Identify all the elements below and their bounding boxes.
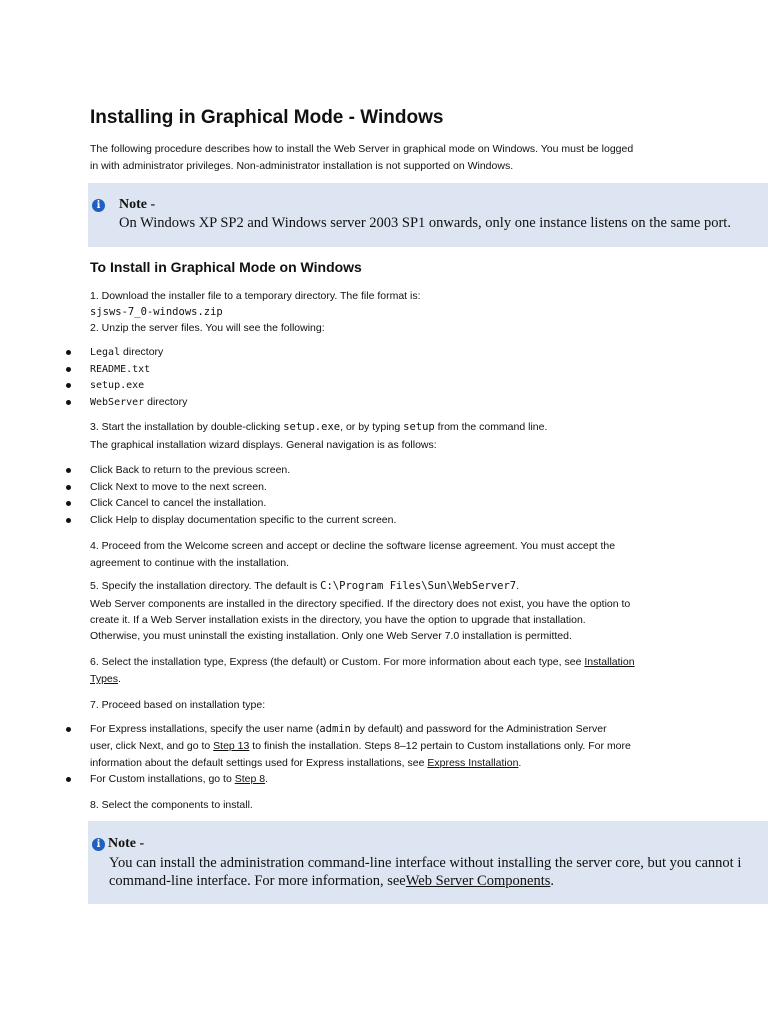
step-5-prefix: 5. Specify the installation directory. The default is: [90, 580, 321, 592]
note-box: [88, 821, 768, 904]
note-text: You can install the administration command-line interface without installing the server core, but you cannot i: [109, 855, 742, 871]
note-line-2-prefix: command-line interface. For more information, see: [109, 873, 406, 889]
navigation-list: [0, 462, 396, 528]
bullet-icon: [66, 777, 71, 782]
express-line-2-prefix: user, click Next, and go to: [90, 740, 214, 752]
custom-prefix: For Custom installations, go to: [90, 773, 235, 785]
intro-line-1: The following procedure describes how to install the Web Server in graphical mode on Windows. You must be logged: [90, 143, 634, 155]
file-name: Legal: [90, 347, 121, 358]
nav-text: Click Help to display documentation specific to the current screen.: [90, 513, 397, 526]
bullet-icon: [66, 400, 71, 405]
page-title: Installing in Graphical Mode - Windows: [90, 107, 444, 128]
list-item: [0, 344, 187, 361]
step-5-suffix: .: [516, 580, 520, 592]
express-prefix: For Express installations, specify the user name (: [90, 723, 320, 735]
intro-line-2: in with administrator privileges. Non-administrator installation is not supported on Windows.: [90, 160, 514, 172]
express-line-3: [90, 755, 521, 772]
file-name: WebServer: [90, 396, 145, 408]
bullet-icon: [66, 518, 71, 523]
file-suffix: directory: [144, 395, 188, 408]
step-3-middle: , or by typing: [340, 421, 404, 433]
custom-suffix: .: [265, 773, 269, 785]
bullet-icon: [66, 367, 71, 372]
bullet-icon: [66, 383, 71, 388]
step-8-link[interactable]: Step 8: [234, 773, 266, 785]
section-heading: To Install in Graphical Mode on Windows: [90, 259, 362, 275]
installation-types-link[interactable]: Installation: [584, 656, 635, 668]
note-box: [88, 183, 768, 247]
info-icon: i: [92, 199, 105, 212]
step-4-line-1: 4. Proceed from the Welcome screen and accept or decline the software license agreement. You must accept the: [90, 540, 616, 552]
file-suffix: directory: [120, 346, 164, 358]
step-5-path: C:\Program Files\Sun\WebServer7: [320, 580, 517, 592]
express-line-2-suffix: to finish the installation. Steps 8–12 pertain to Custom installations only. For more: [249, 740, 631, 752]
step-3-code-setup-exe: setup.exe: [283, 421, 341, 433]
express-line-2: [90, 738, 631, 755]
step-5-line-3: create it. If a Web Server installation exists in the directory, you have the option to upgrade that installation.: [90, 614, 586, 626]
note-title: Note -: [119, 197, 156, 212]
step-6: [90, 654, 635, 671]
list-item: [0, 377, 187, 394]
express-installation-link[interactable]: Express Installation: [427, 757, 519, 769]
step-4-line-2: agreement to continue with the installation.: [90, 557, 290, 569]
note-text-line-2: [109, 871, 554, 891]
step-1: 1. Download the installer file to a temporary directory. The file format is:: [90, 290, 421, 302]
express-line-1: [90, 721, 607, 738]
step-5: [90, 578, 519, 595]
info-icon: i: [92, 838, 105, 851]
bullet-icon: [66, 727, 71, 732]
step-7: 7. Proceed based on installation type:: [90, 699, 266, 711]
bullet-icon: [66, 485, 71, 490]
step-6-line-2: [90, 671, 121, 688]
step-13-link[interactable]: Step 13: [213, 740, 250, 752]
express-after-code: by default) and password for the Administration Server: [350, 723, 607, 735]
file-name: README.txt: [90, 363, 151, 375]
bullet-icon: [66, 501, 71, 506]
bullet-icon: [66, 350, 71, 355]
list-item: [0, 361, 187, 378]
note-title: Note -: [108, 836, 145, 851]
step-6-suffix: .: [118, 673, 121, 685]
note-line-2-suffix: .: [550, 873, 554, 889]
step-1-filename: sjsws-7_0-windows.zip: [90, 306, 223, 318]
file-list: [0, 344, 187, 410]
express-line-3-prefix: information about the default settings used for Express installations, see: [90, 757, 428, 769]
custom-line: [90, 771, 268, 788]
step-6-prefix: 6. Select the installation type, Express (the default) or Custom. For more information about each type, see: [90, 656, 585, 668]
step-8: 8. Select the components to install.: [90, 799, 253, 811]
step-3-prefix: 3. Start the installation by double-clicking: [90, 421, 284, 433]
step-3-suffix: from the command line.: [434, 421, 548, 433]
list-item: [0, 512, 396, 529]
list-item: [0, 462, 396, 479]
note-text: On Windows XP SP2 and Windows server 2003 SP1 onwards, only one instance listens on the same port.: [119, 215, 731, 231]
step-3: [90, 419, 547, 436]
express-line-3-suffix: .: [518, 757, 522, 769]
nav-text: Click Next to move to the next screen.: [90, 480, 267, 493]
step-5-line-4: Otherwise, you must uninstall the existing installation. Only one Web Server 7.0 installation is permitted.: [90, 630, 572, 642]
list-item: [0, 479, 396, 496]
bullet-icon: [66, 468, 71, 473]
step-3-code-setup: setup: [403, 421, 435, 433]
step-5-line-2: Web Server components are installed in the directory specified. If the directory does not exist, you have the option to: [90, 598, 631, 610]
step-2: 2. Unzip the server files. You will see the following:: [90, 322, 325, 334]
file-name: setup.exe: [90, 380, 145, 391]
list-item: [0, 495, 396, 512]
nav-text: Click Cancel to cancel the installation.: [90, 497, 267, 509]
web-server-components-link[interactable]: Web Server Components: [405, 873, 551, 889]
nav-text: Click Back to return to the previous screen.: [90, 464, 291, 476]
installation-types-link-continued[interactable]: Types: [90, 673, 119, 685]
list-item: [0, 394, 187, 411]
step-3-line-2: The graphical installation wizard displays. General navigation is as follows:: [90, 439, 437, 451]
express-code-admin: admin: [319, 723, 351, 735]
